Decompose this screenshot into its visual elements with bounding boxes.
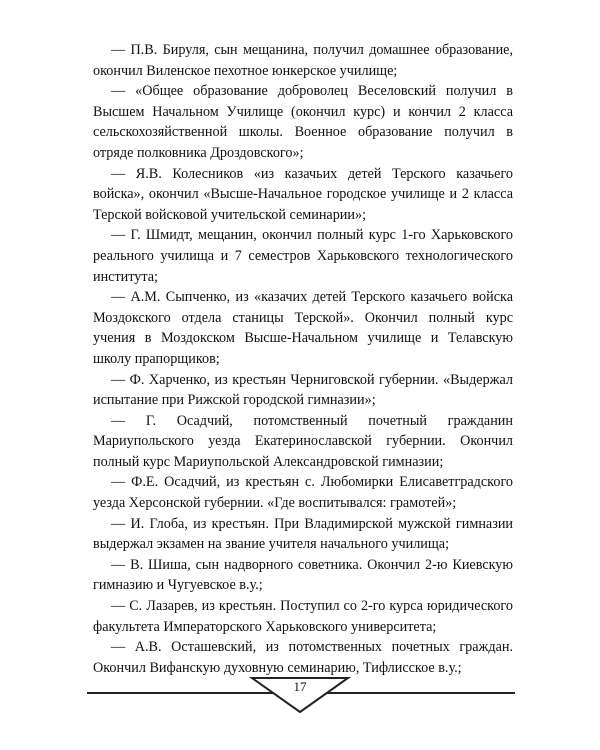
paragraph: — «Общее образование доброволец Веселовский получил в Высшем Начальном Училище (окончил курс) и кончил 2 класса сельскохозяйственной школы. Военное образование получил в отряде полковника Дроздовского»; bbox=[93, 83, 513, 161]
paragraph: — И. Глоба, из крестьян. При Владимирской мужской гимназии выдержал экзамен на звание учителя начального училища; bbox=[93, 515, 513, 553]
paragraph: — Г. Осадчий, потомственный почетный гражданин Мариупольского уезда Екатеринославской губернии. Окончил полный курс Мариупольской Александровской гимназии; bbox=[93, 412, 513, 470]
paragraph: — А.М. Сыпченко, из «казачих детей Терского казачьего войска Моздокского отдела станицы Терской». Окончил полный курс учения в Моздокском Высше-Начальном училище и Телавскую школу прапорщиков; bbox=[93, 289, 513, 367]
paragraph: — В. Шиша, сын надворного советника. Окончил 2-ю Киевскую гимназию и Чугуевское в.у.; bbox=[93, 556, 513, 594]
paragraph: — Ф. Харченко, из крестьян Черниговской губернии. «Выдержал испытание при Рижской городской гимназии»; bbox=[93, 371, 513, 409]
paragraph: — Ф.Е. Осадчий, из крестьян с. Любомирки Елисаветградского уезда Херсонской губернии. «Где воспитывался: грамотей»; bbox=[93, 474, 513, 512]
paragraph: — Я.В. Колесников «из казачьих детей Терского казачьего войска», окончил «Высше-Начальное городское училище и 2 класса Терской войсковой учительской семинарии»; bbox=[93, 165, 513, 223]
paragraph: — А.В. Осташевский, из потомственных почетных граждан. Окончил Вифанскую духовную семинарию, Тифлисское в.у.; bbox=[93, 639, 513, 676]
page-number: 17 bbox=[293, 679, 307, 694]
paragraph: — Г. Шмидт, мещанин, окончил полный курс 1-го Харьковского реального училища и 7 семестров Харьковского технологического института; bbox=[93, 227, 513, 285]
paragraph: — П.В. Бируля, сын мещанина, получил домашнее образование, окончил Виленское пехотное юнкерское училище; bbox=[93, 42, 513, 79]
paragraph: — С. Лазарев, из крестьян. Поступил со 2-го курса юридического факультета Императорского Харьковского университета; bbox=[93, 598, 513, 635]
